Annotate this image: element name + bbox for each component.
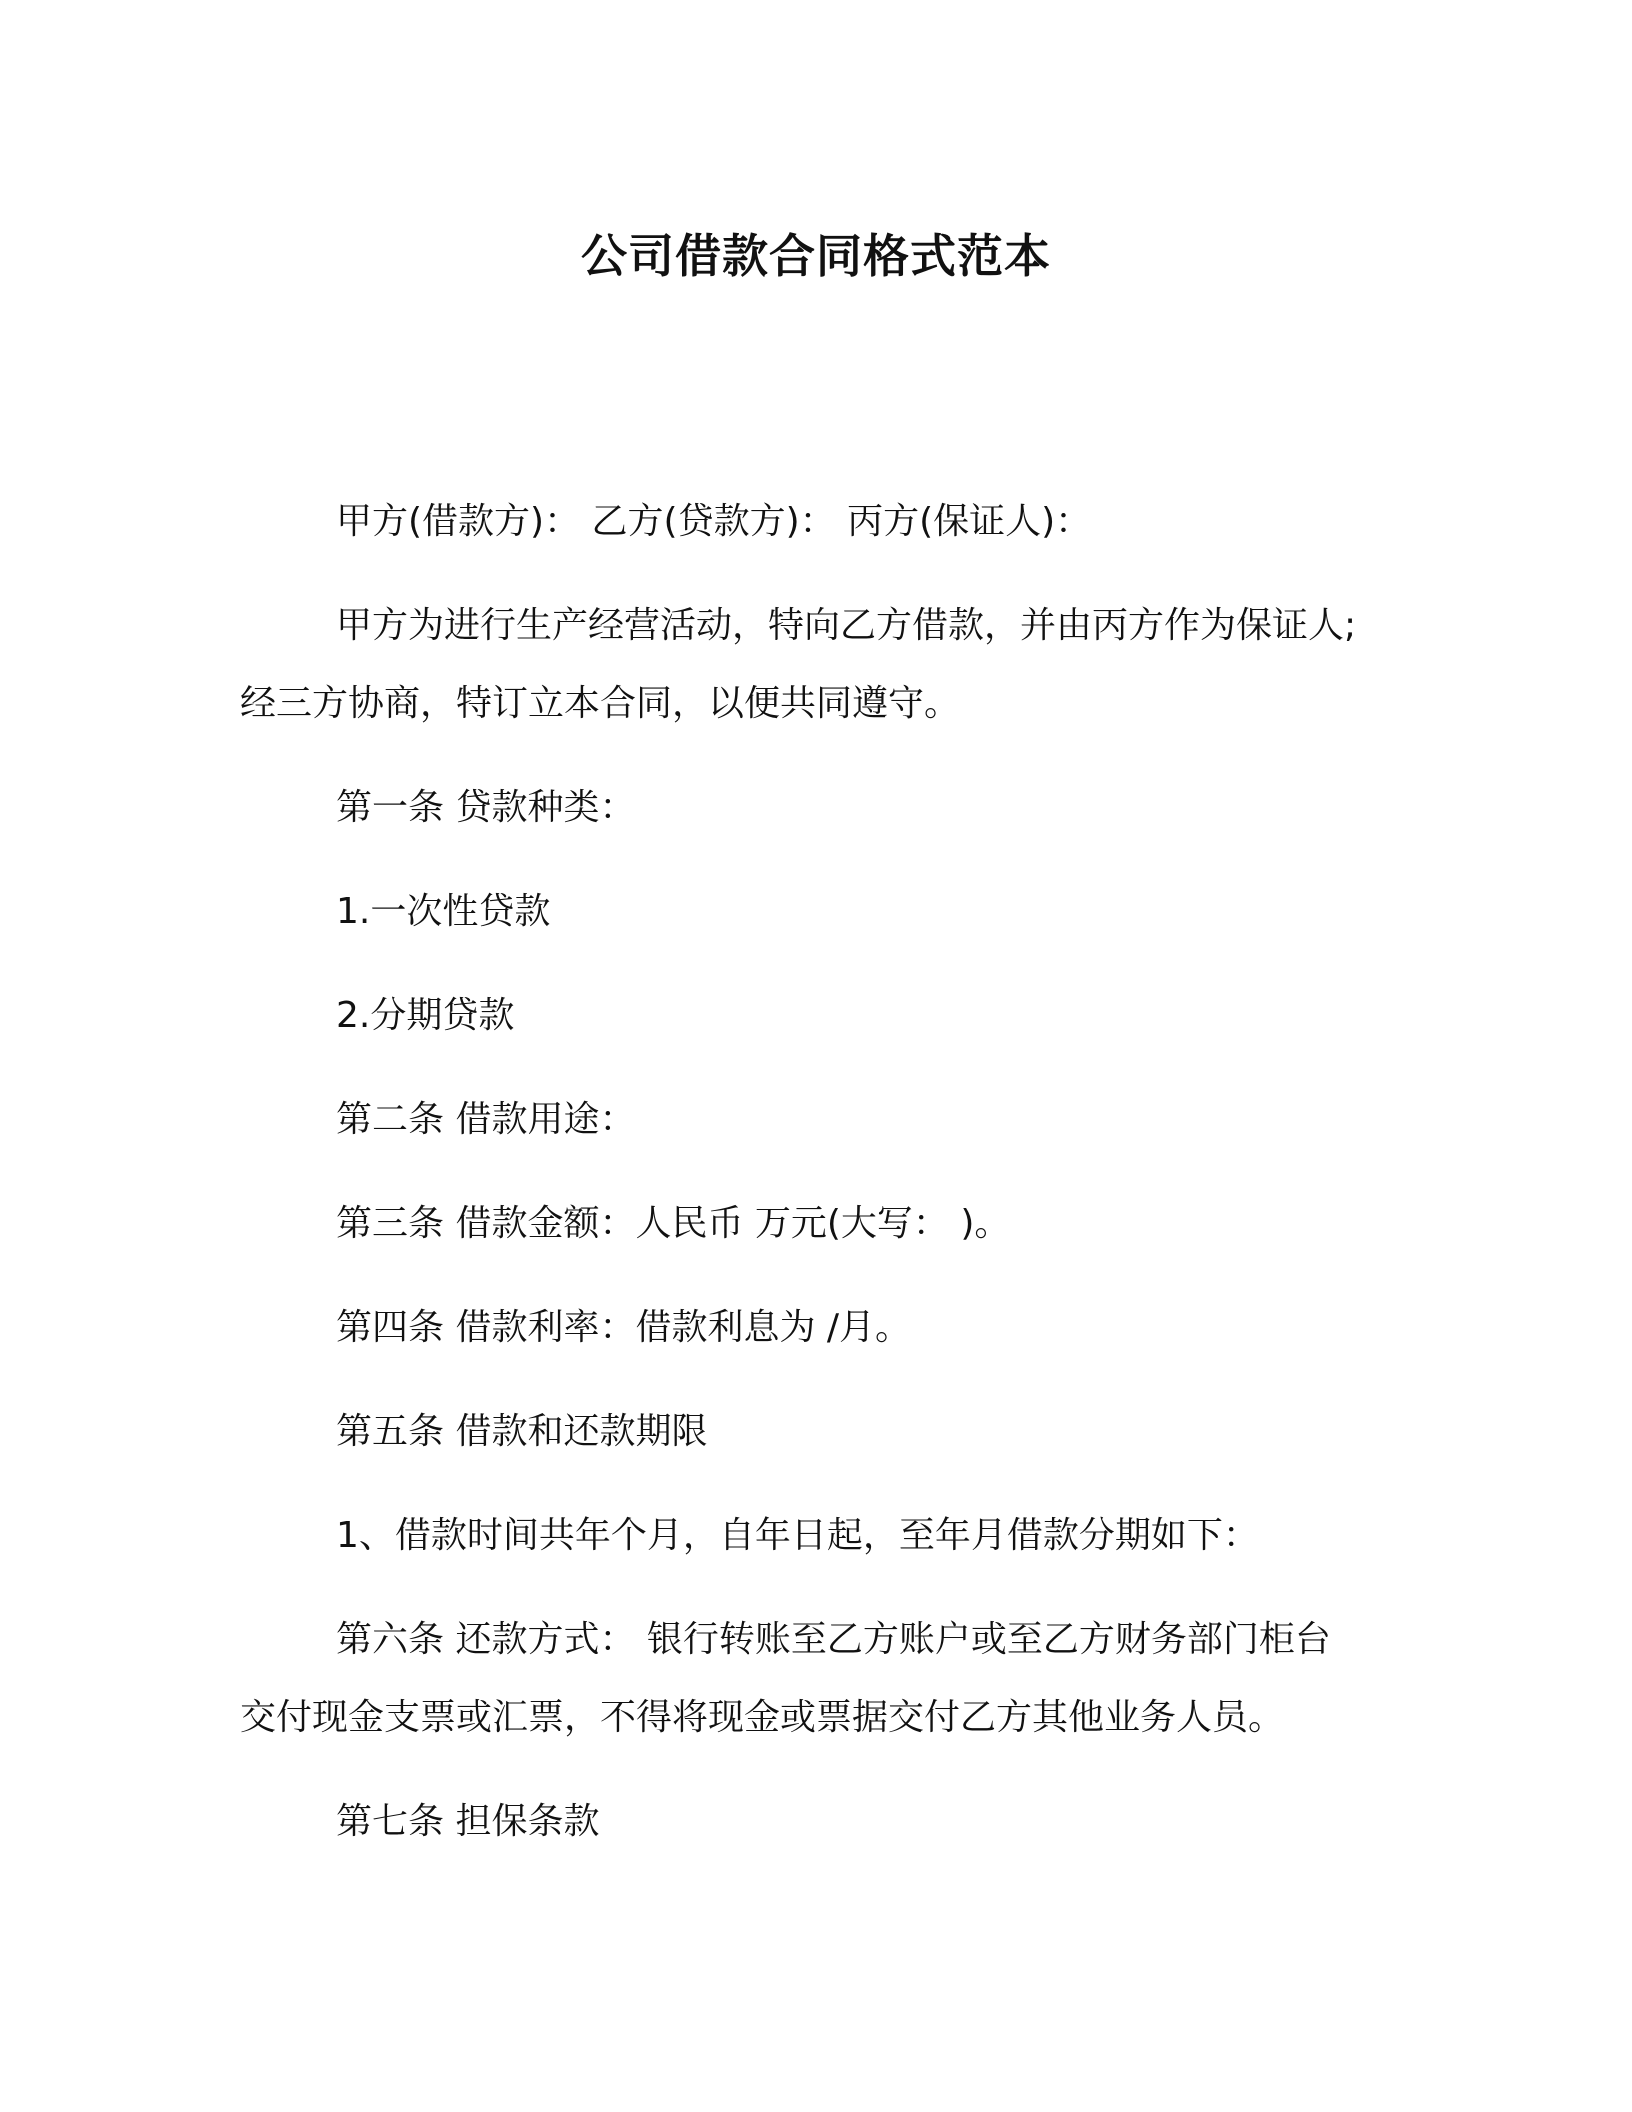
preamble-line-1: 甲方为进行生产经营活动，特向乙方借款，并由丙方作为保证人;	[336, 605, 1357, 646]
article-1-item-2: 2.分期贷款	[336, 995, 515, 1036]
preamble-line-2: 经三方协商，特订立本合同，以便共同遵守。	[240, 683, 961, 724]
article-7-heading: 第七条 担保条款	[336, 1801, 600, 1842]
article-1-heading: 第一条 贷款种类：	[336, 787, 636, 828]
article-5-item-1: 1、借款时间共年个月，自年日起，至年月借款分期如下：	[336, 1515, 1259, 1556]
article-6-line-2: 交付现金支票或汇票，不得将现金或票据交付乙方其他业务人员。	[240, 1697, 1285, 1738]
article-2-heading: 第二条 借款用途：	[336, 1099, 636, 1140]
article-6-line-1: 第六条 还款方式： 银行转账至乙方账户或至乙方财务部门柜台	[336, 1619, 1331, 1660]
parties-line: 甲方(借款方)： 乙方(贷款方)： 丙方(保证人)：	[336, 501, 1092, 542]
article-3-heading: 第三条 借款金额：人民币 万元(大写： )。	[336, 1203, 1011, 1244]
article-4-heading: 第四条 借款利率：借款利息为 /月。	[336, 1307, 912, 1348]
document-title: 公司借款合同格式范本	[581, 229, 1051, 283]
article-5-heading: 第五条 借款和还款期限	[336, 1411, 708, 1452]
article-1-item-1: 1.一次性贷款	[336, 891, 551, 932]
